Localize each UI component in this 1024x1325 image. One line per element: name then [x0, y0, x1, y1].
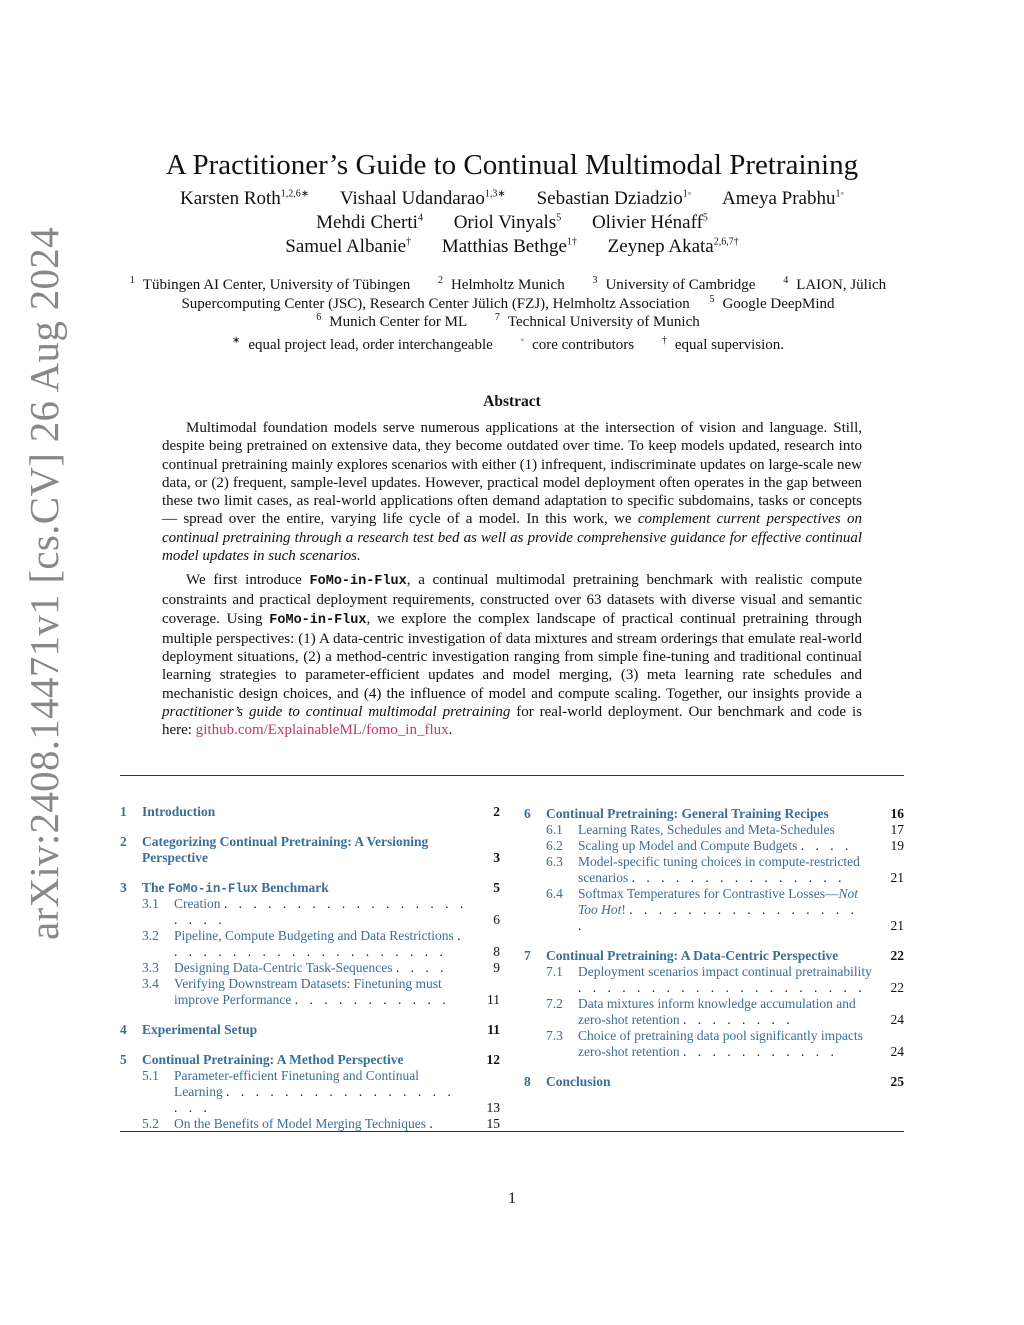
abstract-paragraph-1: Multimodal foundation models serve numerous applications at the intersection of vision and language. Still, despite being pretrained on extensive data, they become outdated over time. To keep models updated, research into continual pretraining mainly explores scenarios with either (1) infrequent, indiscriminate updates on large-scale new data, or (2) frequent, sample-level updates. However, practical model deployment often operates in the gap between these two limit cases, as real-world applications often demand adaptation to specific subdomains, tasks or concepts — spread over the entire, varying life cycle of a model. In this work, we complement current perspectives on continual pretraining through a research test bed as well as provide comprehensive guidance for effective continual model updates in such scenarios. [162, 420, 862, 565]
toc-item[interactable]: 3.4 Verifying Downstream Datasets: Finetuning must improve Performance . . . . . . . . . . . 11 [142, 976, 500, 1007]
affiliations: $^1$ Tübingen AI Center, University of Tübingen $^2$ Helmholtz Munich $^3$ University of Cambridge $^4$ LAION, Jülich Supercomputing Center (JSC), Research Center Jülich (FZJ), Helmholtz Association $^5$ Google DeepMind $^6$ Munich Center for ML $^7$ Technical University of Munich [129, 275, 887, 330]
table-of-contents-left [120, 804, 500, 1132]
toc-item[interactable]: 6 Continual Pretraining: General Training Recipes 16 [524, 806, 904, 821]
toc-item[interactable]: 5.2 On the Benefits of Model Merging Techniques . 15 [142, 1116, 500, 1131]
author: Sebastian Dziadzio$^{1◦}$ [536, 188, 692, 209]
toc-item[interactable]: 6.2 Scaling up Model and Compute Budgets . . . . 19 [546, 838, 904, 853]
page-number: 1 [508, 1190, 516, 1207]
toc-item[interactable]: 1 Introduction 2 [120, 804, 500, 819]
toc-item[interactable]: 3.3 Designing Data-Centric Task-Sequences . . . . 9 [142, 960, 500, 975]
toc-item[interactable]: 4 Experimental Setup 11 [120, 1022, 500, 1037]
abstract-paragraph-2: We first introduce FoMo-in-Flux, a continual multimodal pretraining benchmark with realistic compute constraints and practical deployment requirements, constructed over 63 datasets with diverse visual and semantic coverage. Using FoMo-in-Flux, we explore the complex landscape of practical continual pretraining through multiple perspectives: (1) A data-centric investigation of data mixtures and stream orderings that emulate real-world deployment situations, (2) a method-centric investigation ranging from simple fine-tuning and traditional continual learning strategies to parameter-efficient updates and model merging, (3) meta learning rate schedules and mechanistic design choices, and (4) the influence of model and compute scaling. Together, our insights provide a practitioner’s guide to continual multimodal pretraining for real-world deployment. Our benchmark and code is here: github.com/ExplainableML/fomo_in_flux. [162, 572, 862, 739]
toc-item[interactable]: 3.1 Creation . . . . . . . . . . . . . . . . . . . . . 6 [142, 896, 500, 927]
paper-title: A Practitioner’s Guide to Continual Multimodal Pretraining [165, 149, 859, 182]
abstract-heading: Abstract [483, 393, 541, 410]
author: Zeynep Akata$^{2,6,7\dagger}$ [607, 236, 739, 257]
arxiv-identifier-stamp: arXiv:2408.14471v1 [cs.CV] 26 Aug 2024 [21, 227, 67, 940]
toc-item[interactable]: 7.1 Deployment scenarios impact continual pretrainability . . . . . . . . . . . . . . . . . . . . 22 [546, 964, 904, 995]
toc-item[interactable]: 5.1 Parameter-efficient Finetuning and Continual Learning . . . . . . . . . . . . . . . . . . . 13 [142, 1068, 500, 1115]
toc-item[interactable]: 8 Conclusion 25 [524, 1074, 904, 1089]
toc-item[interactable]: 7.3 Choice of pretraining data pool significantly impacts zero-shot retention . . . . . . . . . . . 24 [546, 1028, 904, 1059]
author-line-1 [0, 188, 1024, 210]
author: Ameya Prabhu$^{1◦}$ [722, 188, 845, 209]
toc-item[interactable]: 3.2 Pipeline, Compute Budgeting and Data Restrictions . . . . . . . . . . . . . . . . . . . . 8 [142, 928, 500, 959]
table-of-contents-right [524, 806, 904, 1090]
toc-item[interactable]: 3 The FoMo-in-Flux Benchmark 5 [120, 880, 500, 896]
author: Samuel Albanie† [285, 236, 412, 257]
toc-item[interactable]: 5 Continual Pretraining: A Method Perspective 12 [120, 1052, 500, 1067]
divider-top [120, 775, 904, 776]
toc-item[interactable]: 2 Categorizing Continual Pretraining: A Versioning Perspective 3 [120, 834, 500, 865]
author: Mehdi Cherti$^4$ [316, 212, 423, 233]
author: Matthias Bethge$^{1\dagger}$ [441, 236, 577, 257]
author-line-2 [0, 212, 1024, 234]
repository-link[interactable]: github.com/ExplainableML/fomo_in_flux [195, 722, 449, 739]
toc-item[interactable]: 7 Continual Pretraining: A Data-Centric Perspective 22 [524, 948, 904, 963]
toc-item[interactable]: 6.3 Model-specific tuning choices in compute-restricted scenarios . . . . . . . . . . . . . . . 21 [546, 854, 904, 885]
toc-item[interactable]: 7.2 Data mixtures inform knowledge accumulation and zero-shot retention . . . . . . . . 24 [546, 996, 904, 1027]
author: Karsten Roth$^{1,2,6∗}$ [179, 188, 310, 209]
author: Oriol Vinyals$^5$ [453, 212, 562, 233]
author: Vishaal Udandarao$^{1,3∗}$ [339, 188, 506, 209]
author: Olivier Hénaff$^5$ [591, 212, 708, 233]
divider-bottom [120, 1131, 904, 1132]
author-notes: ∗ equal project lead, order interchangeable ◦ core contributors † equal supervision. [231, 335, 785, 353]
toc-item[interactable]: 6.1 Learning Rates, Schedules and Meta-Schedules 17 [546, 822, 904, 837]
author-line-3 [0, 236, 1024, 258]
toc-item[interactable]: 6.4 Softmax Temperatures for Contrastive Losses—Not Too Hot! . . . . . . . . . . . . . . . . . 21 [546, 886, 904, 933]
